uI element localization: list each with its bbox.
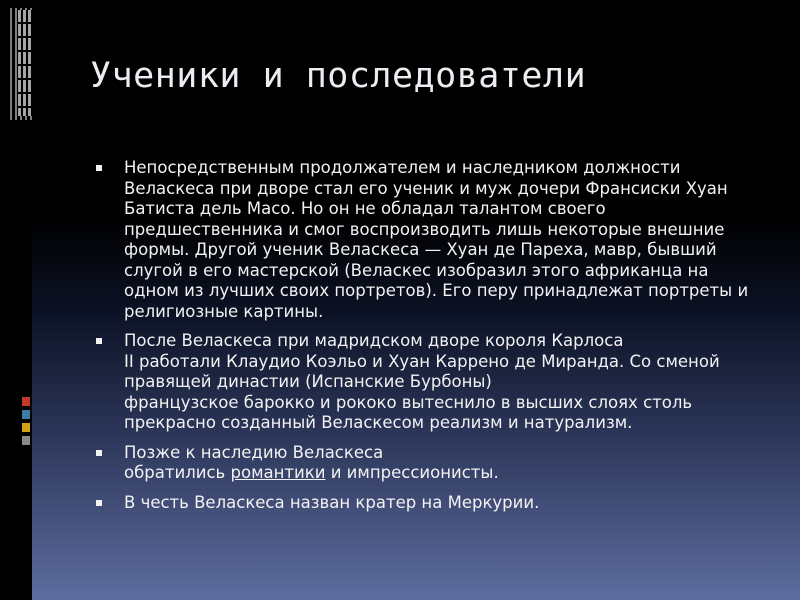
bullet-marker (96, 450, 102, 456)
romantics-link[interactable]: романтики (230, 463, 326, 482)
bullet-marker (96, 338, 102, 344)
bullet-text: В честь Веласкеса назван кратер на Меркурии. (124, 492, 540, 512)
gray-accent-square (22, 436, 30, 445)
bullet-marker (96, 500, 102, 506)
bullet-list (96, 158, 756, 513)
yellow-accent-square (22, 423, 30, 432)
bullet-text: и импрессионисты. (325, 463, 499, 482)
bullet-text-line: французское барокко и рококо вытеснило в высших слоях столь прекрасно созданный Веласкесом реализм и натурализм. (124, 392, 693, 432)
blue-accent-square (22, 410, 30, 419)
bullet-item-legacy (96, 443, 756, 484)
bullet-text-line: Позже к наследию Веласкеса (124, 442, 384, 462)
slide-content (96, 158, 756, 522)
bullet-item-students (96, 158, 756, 322)
bullet-marker (96, 165, 102, 171)
bullet-text: обратились (124, 463, 231, 482)
bullet-text: Непосредственным продолжателем и наследником должности Веласкеса при дворе стал его ученик и муж дочери Франсиски Хуан Батиста дель Масо. Но он не обладал талантом своего предшественника и смог воспроизводить лишь некоторые внешние формы. Другой ученик Веласкеса — Хуан де Пареха, мавр, бывший слугой в его мастерской (Веласкес изобразил этого африканца на одном из лучших своих портретов). Его перу принадлежат портреты и религиозные картины. (124, 158, 749, 321)
bullet-text-line: После Веласкеса при мадридском дворе короля Карлоса (124, 331, 624, 350)
bullet-item-after-velazquez (96, 331, 756, 434)
left-grid-pattern (18, 10, 32, 116)
red-accent-square (22, 397, 30, 406)
bullet-text-line: II работали Клаудио Коэльо и Хуан Каррено де Миранда. Со сменой правящей династии (Испанские Бурбоны) (124, 351, 720, 391)
slide-title: Ученики и последователи (90, 56, 587, 96)
bullet-item-crater (96, 493, 756, 514)
